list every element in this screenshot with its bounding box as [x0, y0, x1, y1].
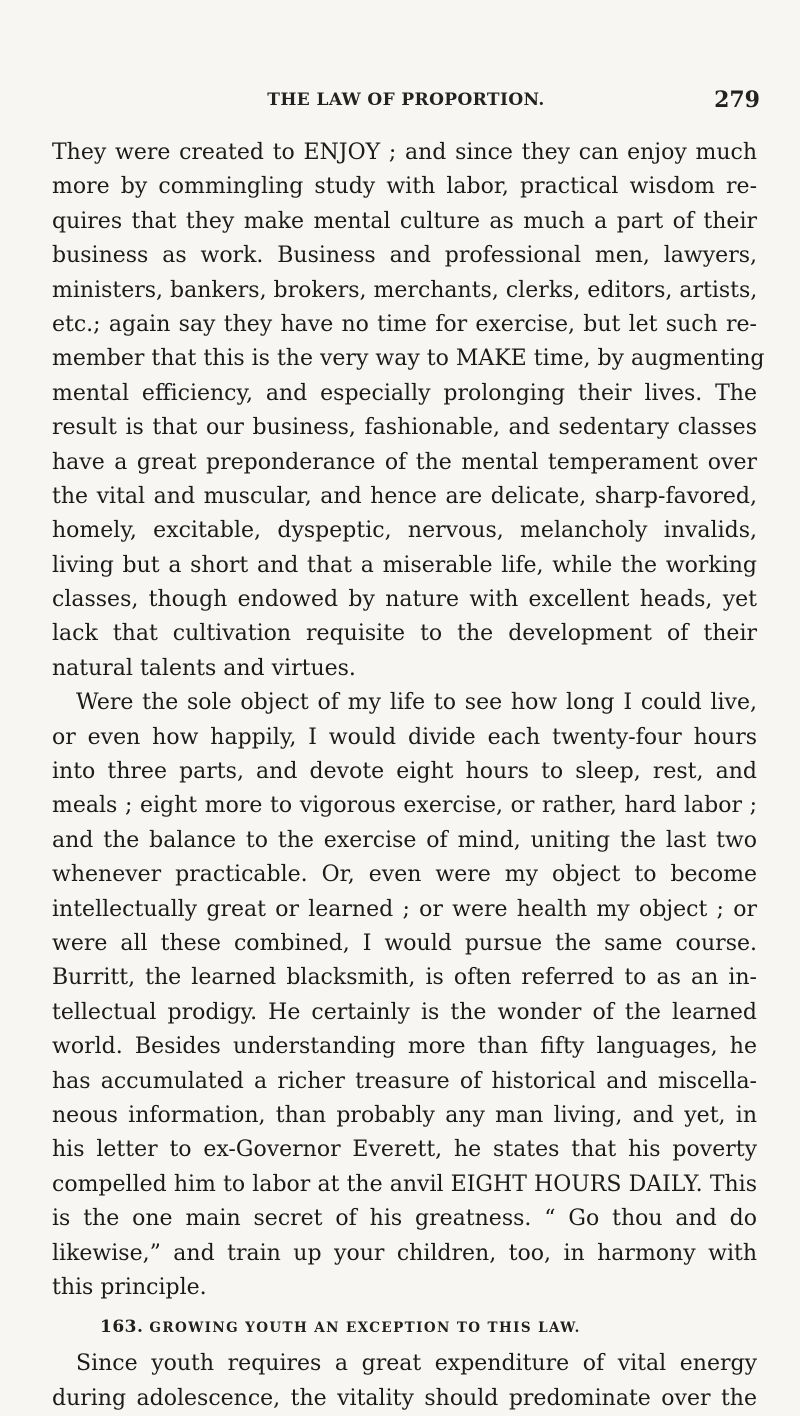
text-line: compelled him to labor at the anvil EIGHT HOURS DAILY. This: [52, 1171, 757, 1197]
text-line: has accumulated a richer treasure of historical and miscella-: [52, 1068, 757, 1094]
text-line: have a great preponderance of the mental temperament over: [52, 449, 757, 475]
text-line: etc.; again say they have no time for exercise, but let such re-: [52, 311, 757, 337]
text-line: into three parts, and devote eight hours to sleep, rest, and: [52, 759, 757, 785]
text-line: meals ; eight more to vigorous exercise, or rather, hard labor ;: [52, 793, 757, 819]
text-line: neous information, than probably any man living, and yet, in: [52, 1102, 757, 1128]
text-line: tellectual prodigy. He certainly is the wonder of the learned: [52, 999, 757, 1025]
text-line: They were created to ENJOY ; and since they can enjoy much: [52, 140, 757, 165]
text-line: homely, excitable, dyspeptic, nervous, melancholy invalids,: [52, 518, 757, 544]
section-heading: [52, 1305, 757, 1347]
text-line: Since youth requires a great expenditure of vital energy: [76, 1351, 757, 1377]
text-line: world. Besides understanding more than fifty languages, he: [52, 1034, 757, 1060]
text-line: this principle.: [52, 1274, 207, 1300]
section-title: GROWING YOUTH AN EXCEPTION TO THIS LAW.: [149, 1320, 581, 1337]
text-line: and the balance to the exercise of mind, uniting the last two: [52, 827, 757, 853]
text-line: ministers, bankers, brokers, merchants, clerks, editors, artists,: [52, 277, 758, 303]
running-head: [52, 87, 760, 116]
text-line: whenever practicable. Or, even were my object to become: [52, 862, 757, 888]
text-line: the vital and muscular, and hence are delicate, sharp-favored,: [52, 483, 757, 509]
text-line: result is that our business, fashionable, and sedentary classes: [52, 415, 757, 441]
text-line: during adolescence, the vitality should predominate over the: [52, 1385, 757, 1411]
text-line: business as work. Business and professional men, lawyers,: [52, 243, 757, 269]
text-line: his letter to ex-Governor Everett, he states that his poverty: [52, 1137, 757, 1163]
body-text: [52, 136, 765, 1416]
text-line: intellectually great or learned ; or were health my object ; or: [52, 896, 757, 922]
text-line: Burritt, the learned blacksmith, is often referred to as an in-: [52, 965, 757, 991]
text-line: is the one main secret of his greatness. “ Go thou and do: [52, 1206, 757, 1232]
text-line: were all these combined, I would pursue the same course.: [52, 930, 757, 956]
section-number: 163.: [100, 1317, 144, 1338]
text-line: quires that they make mental culture as much a part of their: [52, 208, 757, 234]
text-line: lack that cultivation requisite to the development of their: [52, 621, 757, 647]
text-line: mental efficiency, and especially prolonging their lives. The: [52, 380, 757, 406]
page-number: 279: [714, 87, 760, 113]
text-line: member that this is the very way to MAKE time, by augmenting: [52, 346, 765, 372]
text-line: living but a short and that a miserable life, while the working: [52, 552, 757, 578]
text-line: likewise,” and train up your children, too, in harmony with: [52, 1240, 757, 1266]
paragraph-3: [52, 1347, 757, 1416]
running-title: THE LAW OF PROPORTION.: [267, 90, 545, 110]
text-line: more by commingling study with labor, practical wisdom re-: [52, 174, 757, 200]
text-line: Were the sole object of my life to see how long I could live,: [76, 690, 757, 716]
paragraph-1: [52, 136, 765, 686]
text-line: natural talents and virtues.: [52, 655, 356, 681]
text-line: classes, though endowed by nature with excellent heads, yet: [52, 587, 757, 613]
text-line: or even how happily, I would divide each twenty-four hours: [52, 724, 757, 750]
paragraph-2: [52, 686, 757, 1305]
